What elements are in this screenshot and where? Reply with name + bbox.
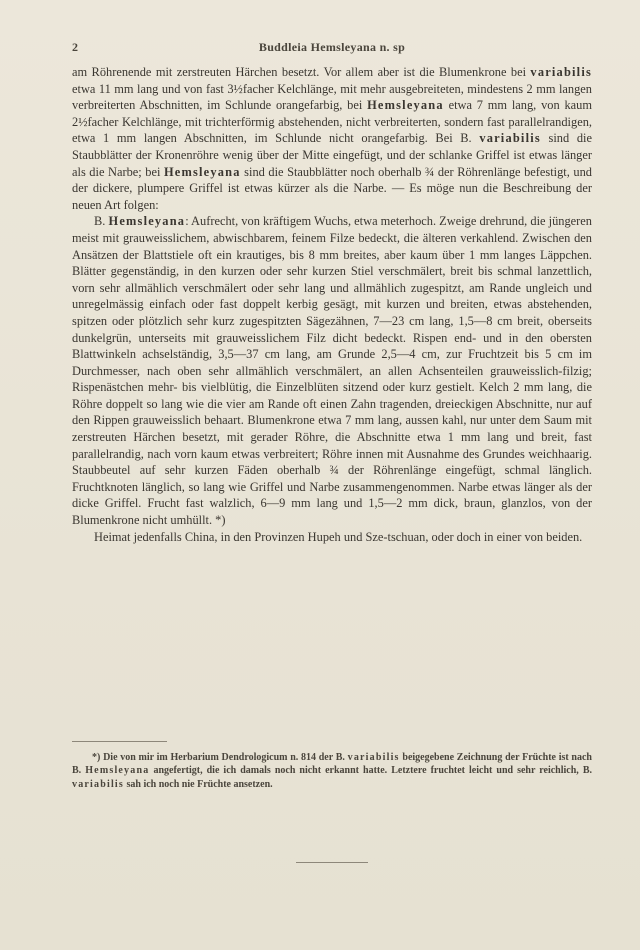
body-text xyxy=(72,64,592,545)
paragraph-comparison xyxy=(72,64,592,213)
text-run: *) Die von mir im Herbarium Dendrologicum n. 814 der B. xyxy=(92,752,348,763)
species-name: Hemsleyana xyxy=(367,98,444,113)
species-name: Hemsleyana xyxy=(108,214,186,229)
text-run: B. xyxy=(94,214,109,229)
page-header xyxy=(72,40,592,58)
paragraph-habitat xyxy=(72,529,592,546)
text-run: am Röhrenende mit zerstreuten Härchen besetzt. Vor allem aber ist die Blumenkrone bei xyxy=(72,65,531,79)
footnote xyxy=(72,751,592,791)
text-run: sind die Staubblätter der Kronenröhre wenig über der Mitte eingefügt, und der schlanke Griffel ist etwas länger als die Narbe; bei xyxy=(72,131,592,179)
species-name: variabilis xyxy=(72,778,125,790)
text-run: sah ich noch nie Früchte ansetzen. xyxy=(124,778,273,790)
text-run: sind die Staubblätter noch oberhalb ¾ der Röhrenlänge befestigt, und der dickere, plumpere Griffel ist etwas kürzer als die Narbe. — Es möge nun die Beschreibung der neuen Art folgen: xyxy=(72,164,592,212)
footnote-text xyxy=(72,751,592,791)
text-run: angefertigt, die ich damals noch nicht erkannt hatte. Letztere fruchtet leicht und sehr reichlich, B. xyxy=(149,765,592,777)
species-name: Hemsleyana xyxy=(163,164,241,179)
species-name: Hemsleyana xyxy=(85,765,150,777)
paragraph-description xyxy=(72,213,592,528)
footnote-separator xyxy=(72,741,167,742)
page-number: 2 xyxy=(72,40,78,54)
species-name: variabilis xyxy=(479,131,541,146)
species-name: variabilis xyxy=(347,752,400,763)
running-title: Buddleia Hemsleyana n. sp xyxy=(258,40,406,54)
text-run: etwa 7 mm lang, von kaum 2½facher Kelchlänge, mit trichterförmig abstehenden, nicht verbreiterten, sondern fast parallelrandigen, etwa 1 mm langen Abschnitten, im Schlunde nicht orangefarbig. Bei B. xyxy=(72,98,592,146)
text-run: etwa 11 mm lang und von fast 3½facher Kelchlänge, mit mehr ausgebreiteten, mindestens 2 mm langen verbreiterten Abschnitten, im Schlunde orangefarbig, bei xyxy=(72,81,592,113)
text-run: Heimat jedenfalls China, in den Provinzen Hupeh und Sze-tschuan, oder doch in einer von beiden. xyxy=(94,529,583,544)
species-name: variabilis xyxy=(530,65,592,79)
bottom-rule xyxy=(296,862,368,863)
text-run: : Aufrecht, von kräftigem Wuchs, etwa meterhoch. Zweige drehrund, die jüngeren meist mit grauweisslichem, abwischbarem, feinem Filze bedeckt, die älteren verkahlend. Zwischen den Ansätzen der Blattstiele oft ein krautiges, bis 8 mm breites, aber kaum über 1 mm langes Läppchen. Blätter gegenständig, in den kurzen oder sehr kurzen Stiel verschmälert, breit bis schmal lanzettlich, vorn sehr allmählich verschmälert oder sehr lang und allmählich zugespitzt, am Rande ungleich und unregelmässig einfach oder fast doppelt kerbig gesägt, mit kurzen und breiten, etwas abstehenden, spitzen oder plötzlich sehr kurz zugespitzten Sägezähnen, 7—23 cm lang, 1,5—8 cm breit, oberseits dunkelgrün, unterseits mit grauweisslichem Filz dicht bedeckt. Rispen end- und in den obersten Blattwinkeln achselständig, 3,5—37 cm lang, am Grunde 2,5—4 cm, zur Fruchtzeit bis 5 cm im Durchmesser, nach oben sehr allmählich verschmälert, an allen Achsenteilen grauweisslich-filzig; Rispenästchen mehr- bis vielblütig, die Einzelblüten sitzend oder kurz gestielt. Kelch 2 mm lang, die Röhre doppelt so lang wie die vier am Rande oft einen Zahn tragenden, dreieckigen Abschnitte, nur auf den Rippen grauweisslich behaart. Blumenkrone etwa 7 mm lang, aussen kahl, nur unter dem Saum mit zerstreuten Härchen besetzt, mit gerader Röhre, die Abschnitte etwa 1 mm lang und breit, fast parallelrandig, nach vorn kaum etwas verbreitert; Röhre innen mit Ausnahme des Grundes weichhaarig. Staubbeutel auf sehr kurzen Fäden oberhalb ¾ der Röhrenlänge eingefügt, schmal länglich. Fruchtknoten länglich, so lang wie Griffel und Narbe zusammengenommen. Narbe etwas länger als der dicke Griffel. Frucht fast walzlich, 6—9 mm lang und 1,5—2 mm dick, braun, glanzlos, von der Blumenkrone nicht umhüllt. *) xyxy=(72,214,592,528)
text-run: beigegebene Zeichnung der Früchte ist nach B. xyxy=(72,752,592,777)
